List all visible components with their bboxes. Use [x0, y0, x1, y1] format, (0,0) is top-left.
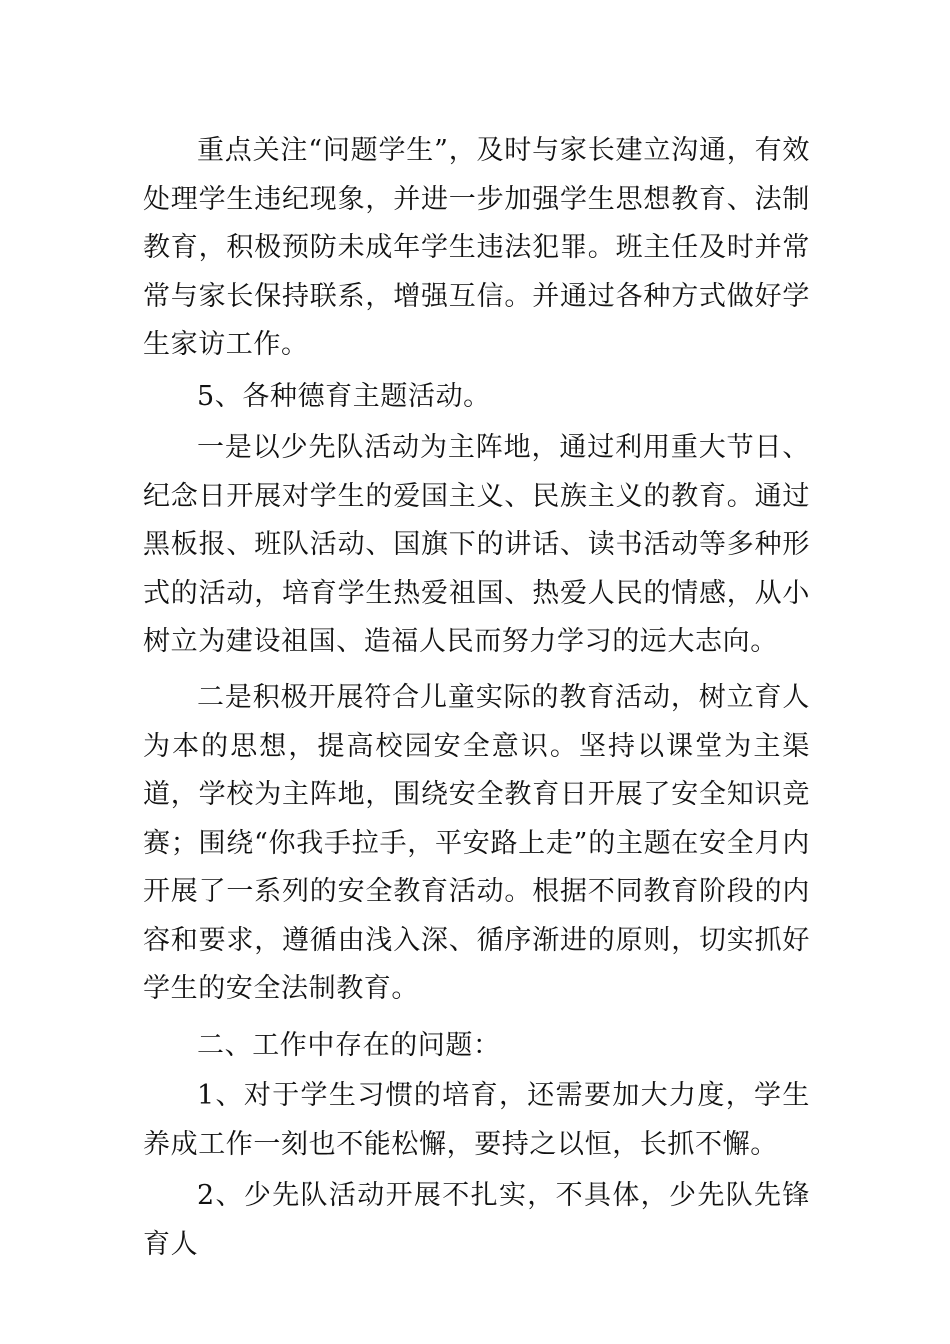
- paragraph-safety-education: 二是积极开展符合儿童实际的教育活动，树立育人为本的思想，提高校园安全意识。坚持以课堂为主渠道，学校为主阵地，围绕安全教育日开展了安全知识竞赛；围绕“你我手拉手，平安路上走”的主题在安全月内开展了一系列的安全教育活动。根据不同教育阶段的内容和要求，遵循由浅入深、循序渐进的原则，切实抓好学生的安全法制教育。: [143, 682, 810, 1004]
- paragraph-problem-2: 2、少先队活动开展不扎实，不具体，少先队先锋育人: [143, 1180, 810, 1260]
- paragraph-problem-1: 1、对于学生习惯的培育，还需要加大力度，学生养成工作一刻也不能松懈，要持之以恒，长抓不懈。: [143, 1080, 810, 1160]
- paragraph-section-5-heading: 5、各种德育主题活动。: [197, 381, 491, 412]
- paragraph-problems-heading: 二、工作中存在的问题：: [197, 1030, 501, 1061]
- paragraph-parent-communication: 重点关注“问题学生”，及时与家长建立沟通，有效处理学生违纪现象，并进一步加强学生思想教育、法制教育，积极预防未成年学生违法犯罪。班主任及时并常常与家长保持联系，增强互信。并通过各种方式做好学生家访工作。: [143, 135, 810, 360]
- paragraph-young-pioneers-activities: 一是以少先队活动为主阵地，通过利用重大节日、纪念日开展对学生的爱国主义、民族主义的教育。通过黑板报、班队活动、国旗下的讲话、读书活动等多种形式的活动，培育学生热爱祖国、热爱人民的情感，从小树立为建设祖国、造福人民而努力学习的远大志向。: [143, 432, 810, 657]
